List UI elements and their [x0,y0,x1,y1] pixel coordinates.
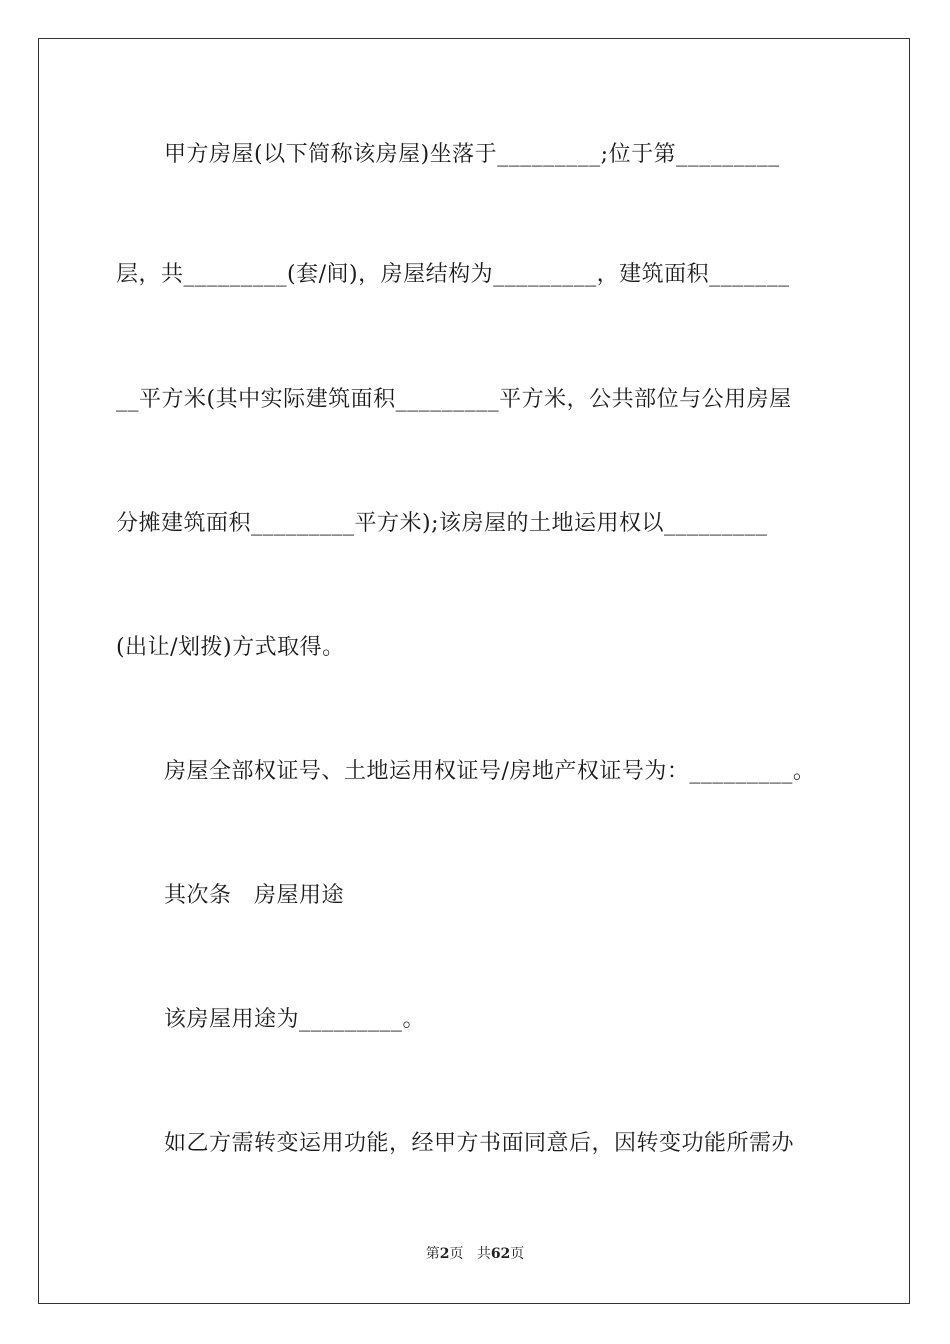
page-suffix: 页 [449,1246,464,1262]
paragraph-line-2: 层，共_________(套/间)，房屋结构为_________，建筑面积_______ [116,262,790,287]
paragraph-line-8: 该房屋用途为_________。 [164,1007,426,1032]
page-frame [38,38,910,1304]
paragraph-line-6: 房屋全部权证号、土地运用权证号/房地产权证号为：_________。 [164,759,816,784]
paragraph-line-1: 甲方房屋(以下简称该房屋)坐落于_________;位于第_________ [164,142,780,167]
total-suffix: 页 [510,1246,525,1262]
paragraph-line-4: 分摊建筑面积_________平方米);该房屋的土地运用权以_________ [116,511,768,536]
page-number: 2 [439,1246,450,1262]
paragraph-line-3: __平方米(其中实际建筑面积_________平方米，公共部位与公用房屋 [116,387,792,412]
total-prefix: 共 [476,1246,491,1262]
paragraph-line-5: (出让/划拨)方式取得。 [116,635,345,660]
page-footer [0,1244,950,1264]
page-prefix: 第 [425,1246,440,1262]
total-pages: 62 [490,1246,511,1262]
section-heading: 其次条 房屋用途 [164,883,345,908]
paragraph-line-9: 如乙方需转变运用功能，经甲方书面同意后，因转变功能所需办 [164,1131,795,1156]
